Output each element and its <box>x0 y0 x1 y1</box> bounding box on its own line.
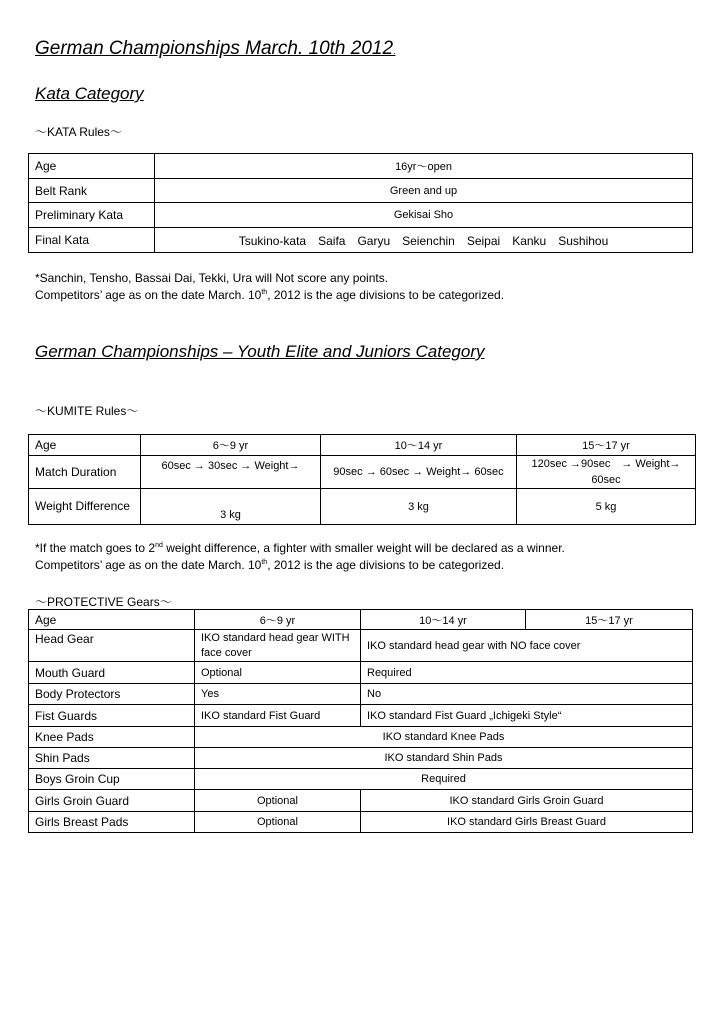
kata-age-value: 16yr～open <box>155 154 693 179</box>
mouth-guard-young: Optional <box>195 662 361 684</box>
protective-age-col-2: 10～14 yr <box>361 610 526 630</box>
mouth-guard-older: Required <box>361 662 693 684</box>
kata-belt-label: Belt Rank <box>29 179 155 203</box>
fist-guards-older: IKO standard Fist Guard „Ichigeki Style“ <box>361 705 693 727</box>
shin-pads-all: IKO standard Shin Pads <box>195 748 693 769</box>
kata-heading: Kata Category <box>35 84 144 103</box>
table-row <box>29 812 693 833</box>
table-row <box>29 179 693 203</box>
head-gear-young: IKO standard head gear WITH face cover <box>195 630 361 662</box>
protective-table <box>28 609 693 833</box>
protective-age-col-1: 6～9 yr <box>195 610 361 630</box>
head-gear-older: IKO standard head gear with NO face cover <box>361 630 693 662</box>
kumite-note-1: *If the match goes to 2nd weight difference, a fighter with smaller weight will be declared as a winner. <box>35 541 565 555</box>
kumite-duration-col-3: 120sec →90sec → Weight→ 60sec <box>517 456 696 489</box>
body-protectors-older: No <box>361 684 693 705</box>
kata-table <box>28 153 693 253</box>
kumite-weight-col-2: 3 kg <box>321 489 517 525</box>
page-title: German Championships March. 10th 2012. <box>35 38 396 59</box>
kumite-duration-label: Match Duration <box>29 456 141 489</box>
body-protectors-label: Body Protectors <box>29 684 195 705</box>
knee-pads-label: Knee Pads <box>29 727 195 748</box>
kumite-age-label: Age <box>29 435 141 456</box>
mouth-guard-label: Mouth Guard <box>29 662 195 684</box>
kumite-weight-col-3: 5 kg <box>517 489 696 525</box>
protective-age-label: Age <box>29 610 195 630</box>
table-row <box>29 630 693 662</box>
kumite-duration-col-1: 60sec → 30sec → Weight→ <box>141 456 321 489</box>
table-row <box>29 154 693 179</box>
table-row <box>29 727 693 748</box>
girls-groin-label: Girls Groin Guard <box>29 790 195 812</box>
table-row <box>29 489 696 525</box>
body-protectors-young: Yes <box>195 684 361 705</box>
kata-age-label: Age <box>29 154 155 179</box>
table-row <box>29 790 693 812</box>
table-row <box>29 228 693 253</box>
kata-prelim-label: Preliminary Kata <box>29 203 155 228</box>
protective-age-col-3: 15～17 yr <box>526 610 693 630</box>
shin-pads-label: Shin Pads <box>29 748 195 769</box>
table-row <box>29 662 693 684</box>
kumite-rules-label: ～KUMITE Rules～ <box>35 404 139 418</box>
kumite-note-2: Competitors’ age as on the date March. 10th, 2012 is the age divisions to be categorized. <box>35 558 505 572</box>
fist-guards-label: Fist Guards <box>29 705 195 727</box>
kata-rules-label: ～KATA Rules～ <box>35 125 122 139</box>
kumite-age-col-2: 10～14 yr <box>321 435 517 456</box>
kata-note-1: *Sanchin, Tensho, Bassai Dai, Tekki, Ura will Not score any points. <box>35 271 389 285</box>
table-row <box>29 769 693 790</box>
fist-guards-young: IKO standard Fist Guard <box>195 705 361 727</box>
boys-groin-all: Required <box>195 769 693 790</box>
table-row <box>29 203 693 228</box>
head-gear-label: Head Gear <box>29 630 195 662</box>
kata-belt-value: Green and up <box>155 179 693 203</box>
kata-prelim-value: Gekisai Sho <box>155 203 693 228</box>
kumite-weight-label: Weight Difference <box>29 489 141 525</box>
protective-rules-label: ～PROTECTIVE Gears～ <box>35 595 172 609</box>
youth-heading: German Championships – Youth Elite and Juniors Category <box>35 342 485 361</box>
kata-final-label: Final Kata <box>29 228 155 253</box>
table-row <box>29 610 693 630</box>
kumite-weight-col-1: 3 kg <box>141 489 321 525</box>
kata-note-2: Competitors’ age as on the date March. 10th, 2012 is the age divisions to be categorized. <box>35 288 505 302</box>
kata-final-value: Tsukino-kata Saifa Garyu Seienchin Seipai Kanku Sushihou <box>155 228 693 253</box>
table-row <box>29 456 696 489</box>
kumite-duration-col-2: 90sec → 60sec → Weight→ 60sec <box>321 456 517 489</box>
table-row <box>29 705 693 727</box>
girls-breast-young: Optional <box>195 812 361 833</box>
kumite-age-col-1: 6～9 yr <box>141 435 321 456</box>
table-row <box>29 684 693 705</box>
kumite-age-col-3: 15～17 yr <box>517 435 696 456</box>
girls-groin-older: IKO standard Girls Groin Guard <box>361 790 693 812</box>
boys-groin-label: Boys Groin Cup <box>29 769 195 790</box>
girls-breast-label: Girls Breast Pads <box>29 812 195 833</box>
girls-breast-older: IKO standard Girls Breast Guard <box>361 812 693 833</box>
girls-groin-young: Optional <box>195 790 361 812</box>
knee-pads-all: IKO standard Knee Pads <box>195 727 693 748</box>
table-row <box>29 435 696 456</box>
table-row <box>29 748 693 769</box>
kumite-table <box>28 434 696 525</box>
